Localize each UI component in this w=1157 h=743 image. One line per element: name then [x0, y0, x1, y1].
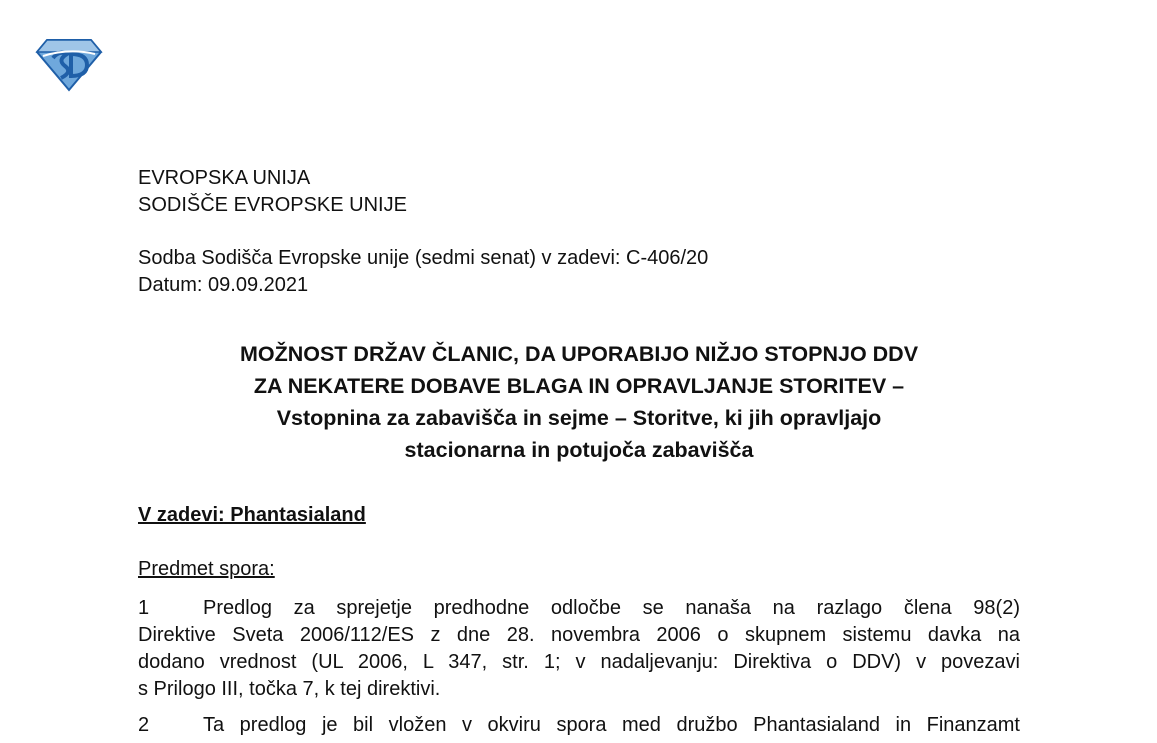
case-judgment: Sodba Sodišča Evropske unije (sedmi senat) v zadevi: C-406/20	[138, 247, 709, 269]
header-court: SODIŠČE EVROPSKE UNIJE	[138, 194, 407, 216]
paragraph-2	[138, 712, 1020, 739]
subject-heading: Predmet spora:	[138, 558, 275, 580]
document-title	[138, 338, 1020, 466]
case-date: Datum: 09.09.2021	[138, 274, 309, 296]
case-name: V zadevi: Phantasialand	[138, 504, 366, 526]
title-line: Vstopnina za zabavišča in sejme – Storitve, ki jih opravljajo	[276, 406, 882, 430]
header-union: EVROPSKA UNIJA	[138, 167, 311, 189]
paragraph-1	[138, 595, 1020, 703]
paragraph-number: 1	[138, 597, 150, 619]
court-logo-icon	[33, 36, 105, 92]
paragraph-text: Ta predlog je bil vložen v okviru spora med družbo Phantasialand in Finanzamt	[203, 714, 1020, 736]
paragraph-number: 2	[138, 714, 150, 736]
paragraph-line	[138, 595, 1020, 622]
paragraph-line	[138, 712, 1020, 739]
paragraph-text: Predlog za sprejetje predhodne odločbe se nanaša na razlago člena 98(2)	[203, 597, 1020, 619]
paragraph-text: Direktive Sveta 2006/112/ES z dne 28. novembra 2006 o skupnem sistemu davka na	[138, 624, 1020, 646]
title-line: MOŽNOST DRŽAV ČLANIC, DA UPORABIJO NIŽJO STOPNJO DDV	[239, 342, 919, 366]
paragraph-text: s Prilogo III, točka 7, k tej direktivi.	[138, 678, 441, 700]
title-line: ZA NEKATERE DOBAVE BLAGA IN OPRAVLJANJE STORITEV –	[253, 374, 905, 398]
paragraph-text: dodano vrednost (UL 2006, L 347, str. 1; v nadaljevanju: Direktiva o DDV) v povezavi	[138, 651, 1020, 673]
title-line: stacionarna in potujoča zabavišča	[404, 438, 754, 462]
